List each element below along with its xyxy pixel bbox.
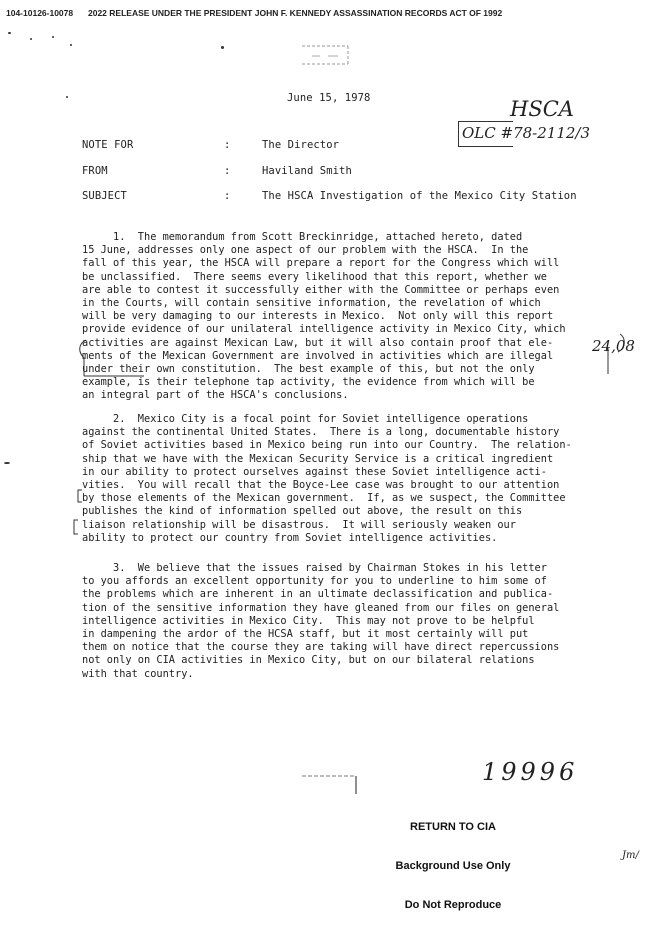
text-line: publishes the kind of information spelled out above, the result on this <box>82 505 523 518</box>
scan-speck <box>52 36 54 38</box>
text-line: not only on CIA activities in Mexico City, but on our bilateral relations <box>82 654 535 667</box>
release-banner: 2022 RELEASE UNDER THE PRESIDENT JOHN F. KENNEDY ASSASSINATION RECORDS ACT OF 1992 <box>88 8 503 18</box>
text-line: 15 June, addresses only one aspect of our problem with the HSCA. In the <box>82 244 529 257</box>
document-id: 104-10126-10078 <box>6 8 74 18</box>
text-line: will be very damaging to our interests in Mexico. Not only will this report <box>82 310 554 323</box>
text-line: example, is their telephone tap activity, the evidence from which will be <box>82 376 535 389</box>
scan-speck <box>30 38 32 40</box>
memo-separator: : <box>224 165 231 177</box>
scan-speck <box>70 44 72 46</box>
return-to-cia-stamp <box>378 795 528 925</box>
text-line: in the Courts, will contain sensitive information, the revelation of which <box>82 297 541 309</box>
memo-value-subject: The HSCA Investigation of the Mexico City Station <box>262 190 577 202</box>
handwritten-document-number: 19996 <box>482 758 579 786</box>
scan-speck <box>66 96 68 98</box>
text-line: liaison relationship will be disastrous. It will seriously weaken our <box>82 518 516 531</box>
text-line: activities are against Mexican Law, but it will also contain proof that ele- <box>82 336 554 349</box>
text-line: under their own constitution. The best example of this, but not the only <box>82 363 535 375</box>
text-line: intelligence activities in Mexico City. This may not prove to be helpful <box>82 614 535 627</box>
text-line: of Soviet activities based in Mexico being run into our Country. The relation- <box>82 439 572 452</box>
text-line: the problems which are inherent in an ultimate declassification and publica- <box>82 588 554 601</box>
handwritten-bracket-marks <box>70 450 130 545</box>
text-line: fall of this year, the HSCA will prepare a report for the Congress which will <box>82 257 560 270</box>
text-line: be unclassified. There seems every likelihood that this report, whether we <box>82 270 547 283</box>
stamp-line-2: Background Use Only <box>395 860 511 872</box>
scan-speck <box>4 462 10 464</box>
memo-value-recipient: The Director <box>262 139 340 151</box>
scan-speck <box>221 46 224 49</box>
text-line: with that country. <box>82 667 194 680</box>
faint-box-mark <box>296 768 366 798</box>
text-line: an integral part of the HSCA's conclusions. <box>82 389 349 402</box>
text-line: 3. We believe that the issues raised by Chairman Stokes in his letter <box>82 562 547 574</box>
text-line: ability to protect our country from Soviet intelligence activities. <box>82 531 498 544</box>
text-line: tion of the sensitive information they have gleaned from our files on general <box>82 601 560 614</box>
handwritten-initials: Jm/ <box>622 850 639 861</box>
handwritten-margin-note: 24,08 <box>592 337 635 355</box>
memo-label-note-for: NOTE FOR <box>82 139 134 151</box>
memo-label-from: FROM <box>82 165 108 177</box>
text-line: in dampening the ardor of the HCSA staff, but it most certainly will put <box>82 628 529 640</box>
memo-separator: : <box>224 139 231 151</box>
handwritten-reference: OLC #78-2112/3 <box>462 124 590 142</box>
memo-label-subject: SUBJECT <box>82 190 127 202</box>
text-line: by those elements of the Mexican government. If, as we suspect, the Committee <box>82 492 566 505</box>
text-line: them on notice that the course they are taking will have direct repercussions <box>82 641 560 654</box>
text-line: 1. The memorandum from Scott Breckinridge, attached hereto, dated <box>82 231 523 243</box>
text-line: provide evidence of our unilateral intelligence activity in Mexico City, which <box>82 323 566 336</box>
stamp-line-1: RETURN TO CIA <box>410 821 496 833</box>
handwritten-hsca: HSCA <box>510 97 574 121</box>
memo-separator: : <box>224 190 231 202</box>
text-line: ments of the Mexican Government are involved in activities which are illegal <box>82 349 554 362</box>
text-line: to you affords an excellent opportunity for you to underline to him some of <box>82 575 547 588</box>
stamp-line-3: Do Not Reproduce <box>404 899 502 911</box>
faint-box-mark <box>298 40 354 70</box>
memo-value-sender: Haviland Smith <box>262 165 352 177</box>
text-line: in our ability to protect ourselves against these Soviet intelligence acti- <box>82 465 547 478</box>
text-line: ship that we have with the Mexican Security Service is a critical ingredient <box>82 452 554 465</box>
text-line: vities. You will recall that the Boyce-Lee case was brought to our attention <box>82 479 560 491</box>
text-line: against the continental United States. There is a long, documentable history <box>82 426 560 439</box>
handwritten-bracket-marks <box>70 318 630 388</box>
text-line: are able to contest it successfully either with the Committee or perhaps even <box>82 283 560 296</box>
memo-date: June 15, 1978 <box>287 92 371 104</box>
text-line: 2. Mexico City is a focal point for Soviet intelligence operations <box>82 413 529 425</box>
scan-speck <box>8 32 11 34</box>
